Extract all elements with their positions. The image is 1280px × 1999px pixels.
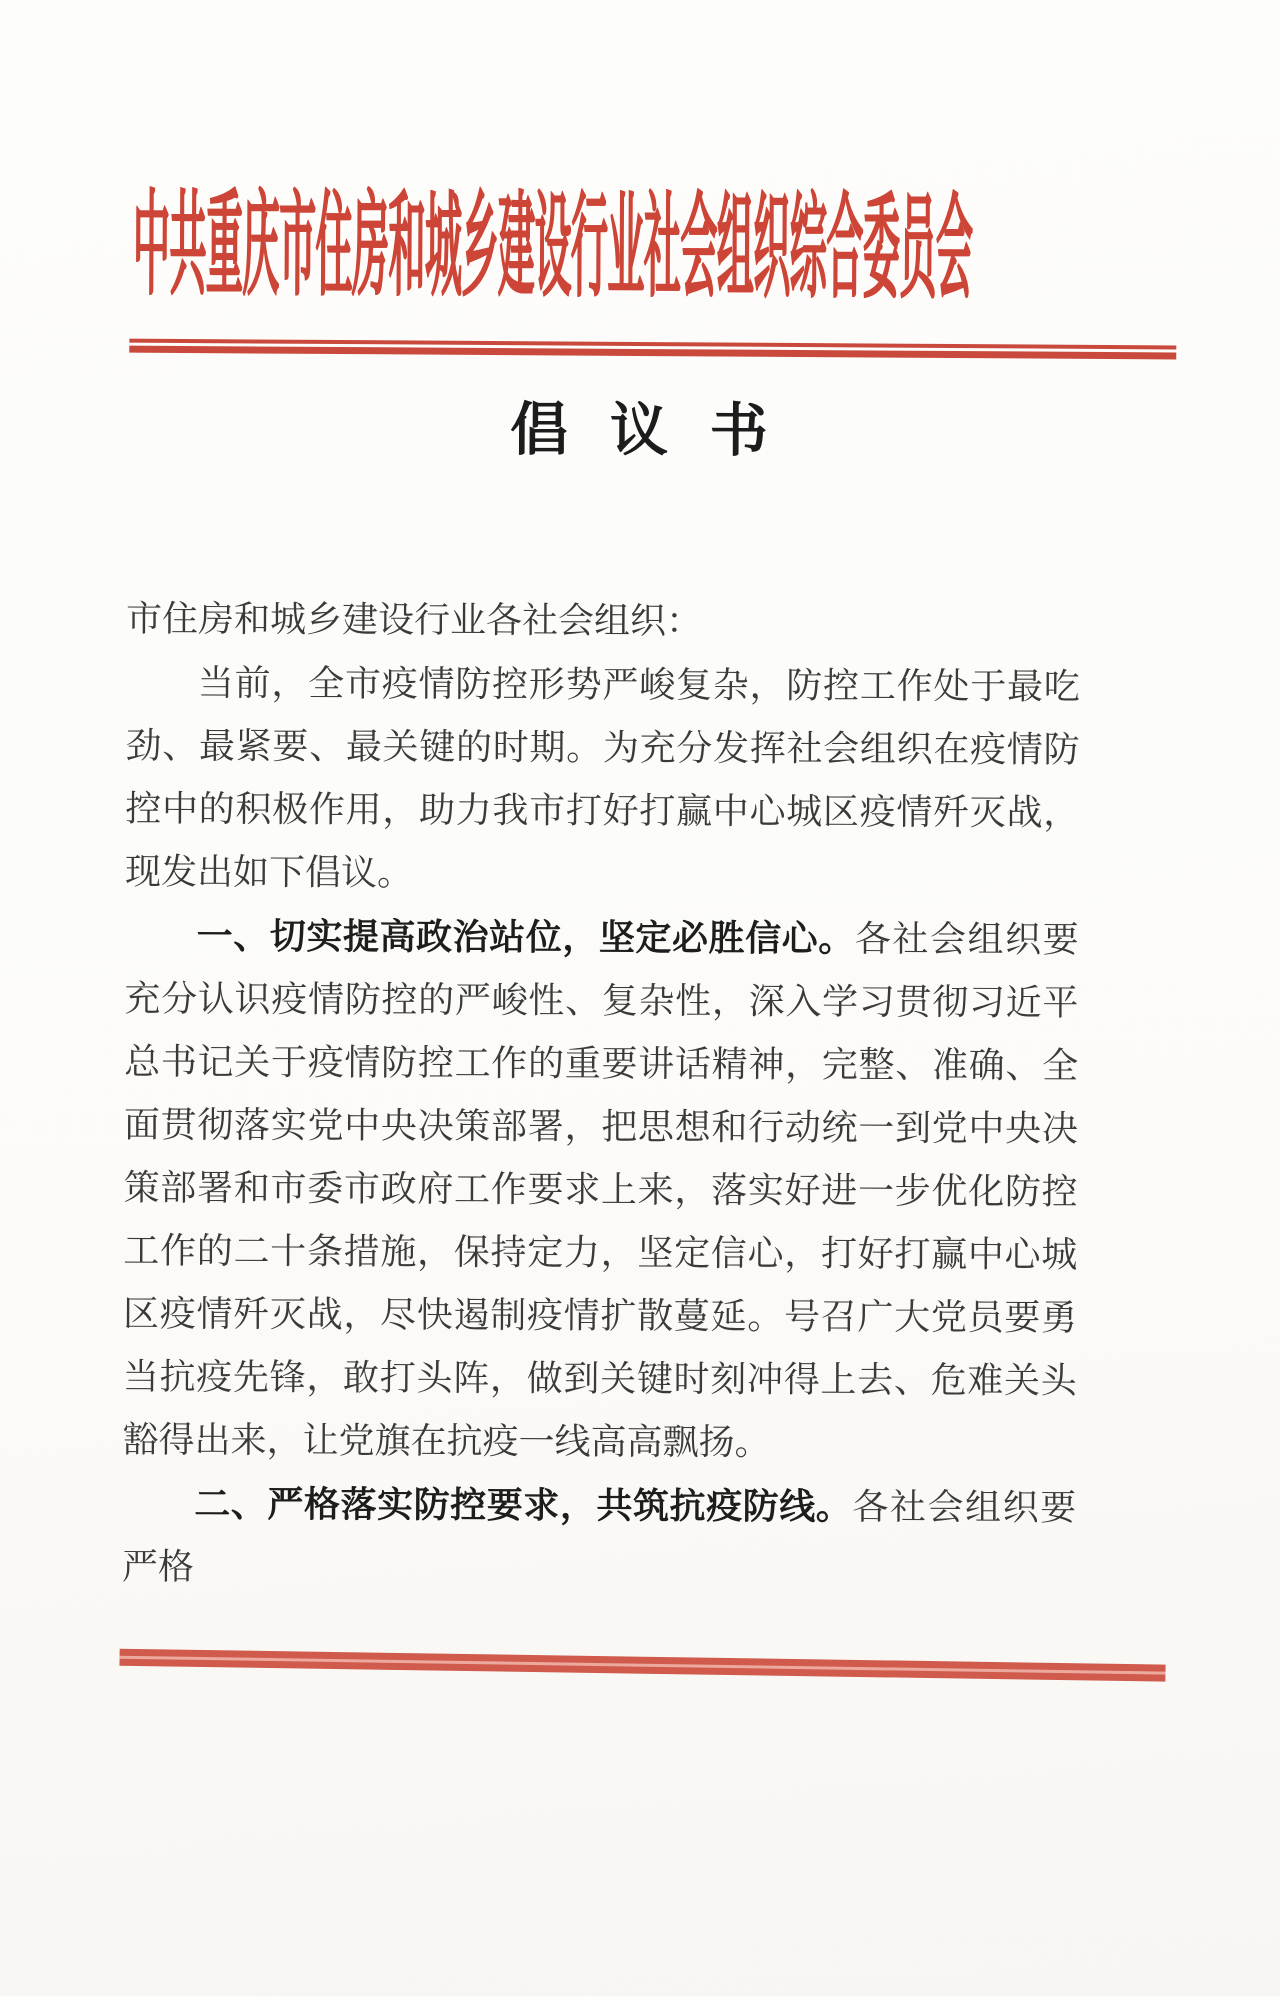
- document-body: [122, 588, 1080, 1603]
- paragraph-point-2-heading: 二、严格落实防控要求，共筑抗疫防线。: [194, 1483, 852, 1527]
- paragraph-intro: [125, 651, 1080, 908]
- letterhead-divider-rule: [129, 339, 1176, 360]
- paragraph-point-2-text: 各社会组织要严格: [122, 1487, 1076, 1587]
- letterhead: [132, 184, 1280, 311]
- paragraph-intro-text: 当前，全市疫情防控形势严峻复杂，防控工作处于最吃劲、最紧要、最关键的时期。为充分发挥社会组织在疫情防控中的积极作用，助力我市打好打赢中心城区疫情歼灭战，现发出如下倡议。: [125, 663, 1080, 893]
- salutation-line: 市住房和城乡建设行业各社会组织：: [126, 588, 1080, 655]
- paragraph-point-1-heading: 一、切实提高政治站位，坚定必胜信心。: [197, 915, 855, 959]
- footer-divider-rule: [119, 1649, 1165, 1682]
- paragraph-point-1: [122, 904, 1078, 1476]
- paragraph-point-2: [122, 1472, 1077, 1603]
- letterhead-org-title: 中共重庆市住房和城乡建设行业社会组织综合委员会: [132, 191, 972, 309]
- document-title: 倡议书: [0, 393, 1279, 469]
- scanned-document-page: [0, 183, 1280, 1999]
- paragraph-point-1-text: 各社会组织要充分认识疫情防控的严峻性、复杂性，深入学习贯彻习近平总书记关于疫情防控工作的重要讲话精神，完整、准确、全面贯彻落实党中央决策部署，把思想和行动统一到党中央决策部署和市委市政府工作要求上来，落实好进一步优化防控工作的二十条措施，保持定力，坚定信心，打好打赢中心城区疫情歼灭战，尽快遏制疫情扩散蔓延。号召广大党员要勇当抗疫先锋，敢打头阵，做到关键时刻冲得上去、危难关头豁得出来，让党旗在抗疫一线高高飘扬。: [122, 919, 1078, 1463]
